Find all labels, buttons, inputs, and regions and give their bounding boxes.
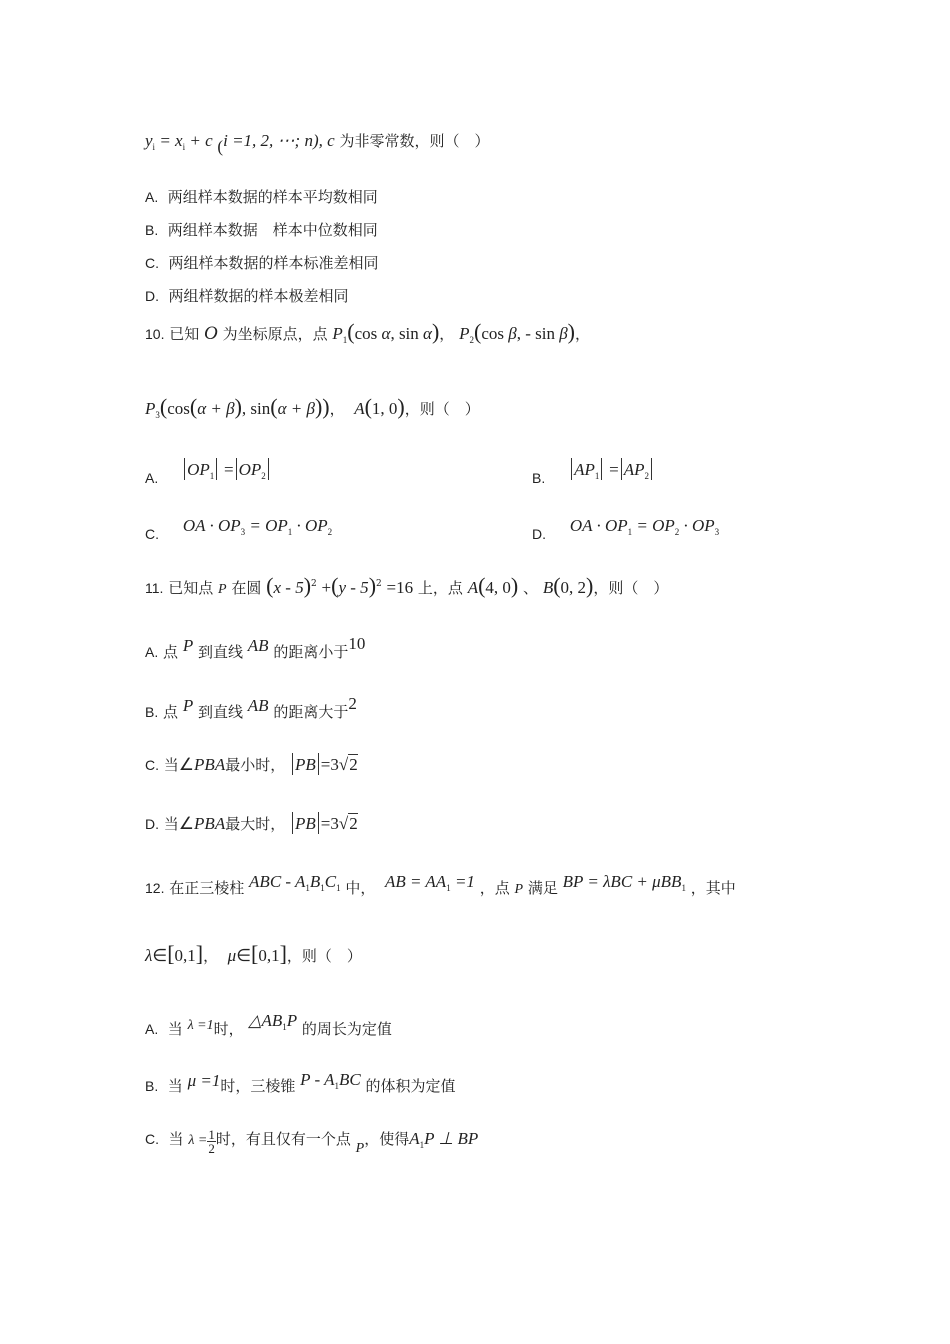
q9-index-range: i =1, 2, ⋯; n), c [223, 131, 335, 150]
q11-option-d: D. 当∠PBA最大时， PB =3√2 [145, 814, 358, 833]
q9-condition-text: 为非零常数，则（ ） [339, 132, 490, 150]
q10-option-c: C. OA · $OP_3 = OP_1 \cdot OP_2$ [145, 516, 333, 542]
q9-option-c: C. 两组样本数据的样本标准差相同 [145, 254, 379, 272]
q9-option-b: B. 两组样本数据 样本中位数相同 [145, 221, 378, 239]
q9-condition-line: $y_i = x_i + c$ (i =1, 2, ⋯; n), c 为非零常数，则（ ） [145, 131, 490, 156]
q10-point-a: A [354, 399, 365, 418]
q10-point-p2: $P_2$ [459, 324, 474, 345]
q11-option-c: C. 当∠PBA最小时， PB =3√2 [145, 755, 358, 774]
q12-option-c: C. 当 λ = $\frac{1}{2}$ 时，有且仅有一个点 P，使得$A_1P$ ⊥ BP [145, 1127, 479, 1156]
q9-option-d: D. 两组样数据的样本极差相同 [145, 287, 349, 305]
q10-stem-line2: $P_3(\cos(\alpha + \beta)$, sin(α + β))， A(1, 0)，则（ ） [145, 394, 480, 420]
q12-stem-line1: 12. 在正三棱柱 ABC - $A_1B_1C_1$ 中， AB = $AA_1 =1$ ，点 P 满足 BP = λBC + μBB$_1$ ，其中 [145, 872, 736, 897]
q10-number: 10. [145, 326, 165, 342]
q12-number: 12. [145, 880, 165, 896]
q12-option-a: A. 当 λ =1时， $\triangle AB_1P$ 的周长为定值 [145, 1011, 392, 1038]
q11-number: 11. [145, 580, 164, 596]
q12-stem-line2: λ∈[0,1]， μ∈[0,1]，则（ ） [145, 941, 362, 966]
q10-stem-line1: 10. 已知 O 为坐标原点，点 $P_1(\cos$ α, sin α)， $P_2(\cos$ β, - sin β)， [145, 319, 591, 345]
q11-stem: 11. 已知点 P 在圆 (x - 5)$^2$ +(y - 5)$^2$ =16 上，点 A(4, 0) 、 B(0, 2)，则（ ） [145, 573, 669, 598]
q12-option-b: B. 当 μ =1时，三棱锥 P - $A_1BC$ 的体积为定值 [145, 1070, 456, 1095]
q10-option-a: A. $OP_1 = OP_2$ [145, 458, 271, 488]
q9-formula: $y_i = x_i + c$ [145, 131, 213, 152]
q11-option-a: A. 点 P 到直线 AB 的距离小于10 [145, 634, 366, 661]
q9-option-a: A. 两组样本数据的样本平均数相同 [145, 188, 378, 206]
q10-option-b: B. $AP_1 = AP_2$ [532, 458, 654, 488]
q11-option-b: B. 点 P 到直线 AB 的距离大于2 [145, 694, 357, 721]
q10-point-p1: $P_1$ [332, 324, 348, 345]
q10-option-d: D. OA · $OP_1 = OP_2 \cdot OP_3$ [532, 516, 720, 542]
q10-point-p3: $P_3$ [145, 399, 160, 420]
